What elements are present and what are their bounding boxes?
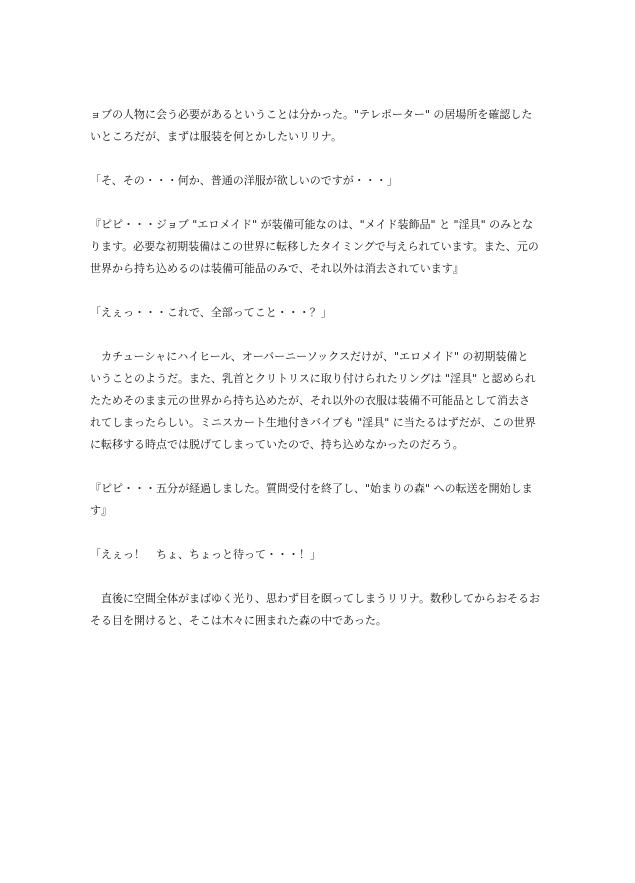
text-line: す』 bbox=[90, 504, 112, 517]
text-line: たためそのまま元の世界から持ち込めたが、それ以外の衣服は装備不可能品として消去さ bbox=[90, 394, 530, 407]
paragraph bbox=[90, 588, 546, 632]
text-line: ります。必要な初期装備はこの世界に転移したタイミングで与えられています。また、元の bbox=[90, 240, 539, 253]
text-line: 『ピピ・・・ジョブ "エロメイド" が装備可能なのは、"メイド装飾品" と "淫具" のみとな bbox=[90, 218, 534, 231]
paragraph bbox=[90, 104, 546, 148]
text-line: いところだが、まずは服装を何とかしたいリリナ。 bbox=[90, 130, 343, 143]
text-line: 「えぇっ・・・これで、全部ってこと・・・？」 bbox=[90, 306, 332, 319]
text-line: カチューシャにハイヒール、オーバーニーソックスだけが、"エロメイド" の初期装備と bbox=[90, 350, 529, 363]
paragraph bbox=[90, 170, 546, 192]
text-line: 「そ、その・・・何か、普通の洋服が欲しいのですが・・・」 bbox=[90, 174, 398, 187]
paragraph bbox=[90, 214, 546, 280]
text-line: れてしまったらしい。ミニスカート生地付きバイブも "淫具" に当たるはずだが、この世界 bbox=[90, 416, 536, 429]
paragraph bbox=[90, 478, 546, 522]
text-line: 世界から持ち込めるのは装備可能品のみで、それ以外は消去されています』 bbox=[90, 262, 464, 275]
text-line: そる目を開けると、そこは木々に囲まれた森の中であった。 bbox=[90, 614, 387, 627]
text-line: ョブの人物に会う必要があるということは分かった。"テレポーター" の居場所を確認した bbox=[90, 108, 533, 121]
text-body bbox=[90, 104, 546, 632]
paragraph bbox=[90, 346, 546, 456]
text-line: 直後に空間全体がまばゆく光り、思わず目を瞑ってしまうリリナ。数秒してからおそるお bbox=[90, 592, 541, 605]
text-line: 「えぇっ！ ちょ、ちょっと待って・・・！」 bbox=[90, 548, 321, 561]
text-line: 『ピピ・・・五分が経過しました。質問受付を終了し、"始まりの森" への転送を開始しま bbox=[90, 482, 533, 495]
paragraph bbox=[90, 544, 546, 566]
text-line: に転移する時点では脱げてしまっていたので、持ち込めなかったのだろう。 bbox=[90, 438, 464, 451]
text-line: いうことのようだ。また、乳首とクリトリスに取り付けられたリングは "淫具" と認められ bbox=[90, 372, 536, 385]
paragraph bbox=[90, 302, 546, 324]
